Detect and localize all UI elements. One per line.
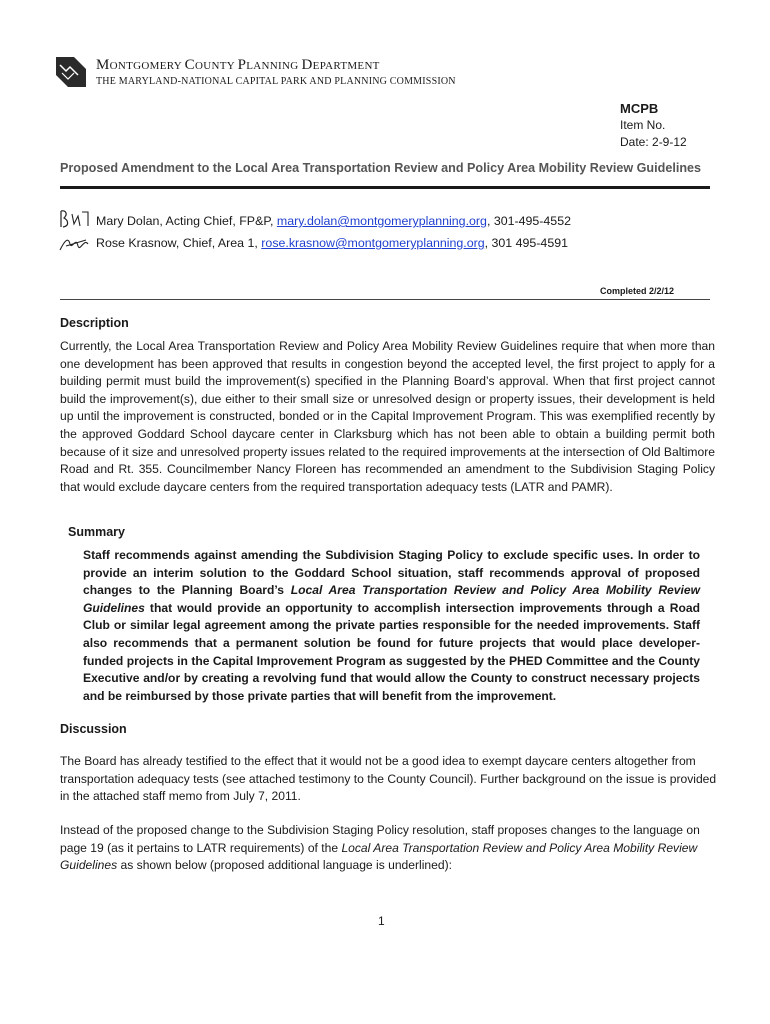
discussion-heading: Discussion: [60, 722, 127, 736]
mcpd-logo: [56, 57, 86, 87]
discussion-para-1: The Board has already testified to the effect that it would not be a good idea to exempt daycare centers altogether from transportation adequacy tests (see attached testimony to the County Council). Further background on the issue is provided in the attached staff memo from July 7, 2011.: [60, 754, 717, 804]
contact-rose-krasnow: Rose Krasnow, Chief, Area 1, rose.krasnow@montgomeryplanning.org, 301 495-4591: [96, 236, 568, 250]
page-number: 1: [378, 914, 385, 928]
summary-body: Staff recommends against amending the Subdivision Staging Policy to exclude specific uses. In order to provide an interim solution to the Goddard School situation, staff recommends approval of proposed changes to the Planning Board’s Local Area Transportation Review and Policy Area Mobility Review Guidelines that would provide an opportunity to accomplish intersection improvements through a Road Club or similar legal agreement among the private parties responsible for the needed improvements. Staff also recommends that a permanent solution be found for future projects that would place developer-funded projects in the Capital Improvement Program as suggested by the PHED Committee and the County Executive and/or by creating a revolving fund that would allow the County to construct necessary projects and be reimbursed by those private parties that will benefit from the improvement.: [83, 548, 700, 703]
department-title: MONTGOMERY COUNTY PLANNING DEPARTMENT: [96, 57, 380, 73]
description-body: Currently, the Local Area Transportation Review and Policy Area Mobility Review Guidelines require that when more than one development has been approved that results in congestion beyond the accepted level, the first project to apply for a building permit must build the improvement(s) specified in the Planning Board’s approval. When that first project cannot build the improvement(s), due either to their small size or unresolved design or property issues, their development is held up until the improvement is constructed, bonded or in the Capital Improvement Program. This was exemplified recently by the approved Goddard School daycare center in Clarksburg which has not been able to obtain a building permit both because of it size and unresolved property issues related to the required improvements at the intersection of Old Baltimore Road and Rt. 355. Councilmember Nancy Floreen has recommended an amendment to the Subdivision Staging Policy that would exclude daycare centers from the required transportation adequacy tests (LATR and PAMR).: [60, 339, 715, 494]
commission-name: THE MARYLAND-NATIONAL CAPITAL PARK AND PLANNING COMMISSION: [96, 76, 456, 87]
description-heading: Description: [60, 316, 129, 330]
document-title: Proposed Amendment to the Local Area Transportation Review and Policy Area Mobility Review Guidelines: [60, 161, 702, 175]
meeting-date: Date: 2-9-12: [620, 135, 687, 149]
signature-initials-rk: [58, 232, 92, 254]
contact-mary-dolan: Mary Dolan, Acting Chief, FP&P, mary.dolan@montgomeryplanning.org, 301-495-4552: [96, 214, 571, 228]
board-label: MCPB: [620, 101, 659, 116]
item-number: Item No.: [620, 118, 666, 132]
summary-heading: Summary: [68, 525, 125, 539]
email-link-mary-dolan[interactable]: mary.dolan@montgomeryplanning.org: [276, 214, 487, 228]
email-link-rose-krasnow[interactable]: rose.krasnow@montgomeryplanning.org: [261, 236, 485, 250]
completed-date: Completed 2/2/12: [600, 286, 675, 296]
discussion-para-2: Instead of the proposed change to the Subdivision Staging Policy resolution, staff proposes changes to the language on page 19 (as it pertains to LATR requirements) of the Local Area Transportation Review and Policy Area Mobility Review Guidelines as shown below (proposed additional language is underlined):: [60, 823, 700, 873]
signature-initials-md: [58, 208, 92, 230]
title-divider: [60, 186, 710, 189]
contact-divider: [60, 299, 710, 300]
